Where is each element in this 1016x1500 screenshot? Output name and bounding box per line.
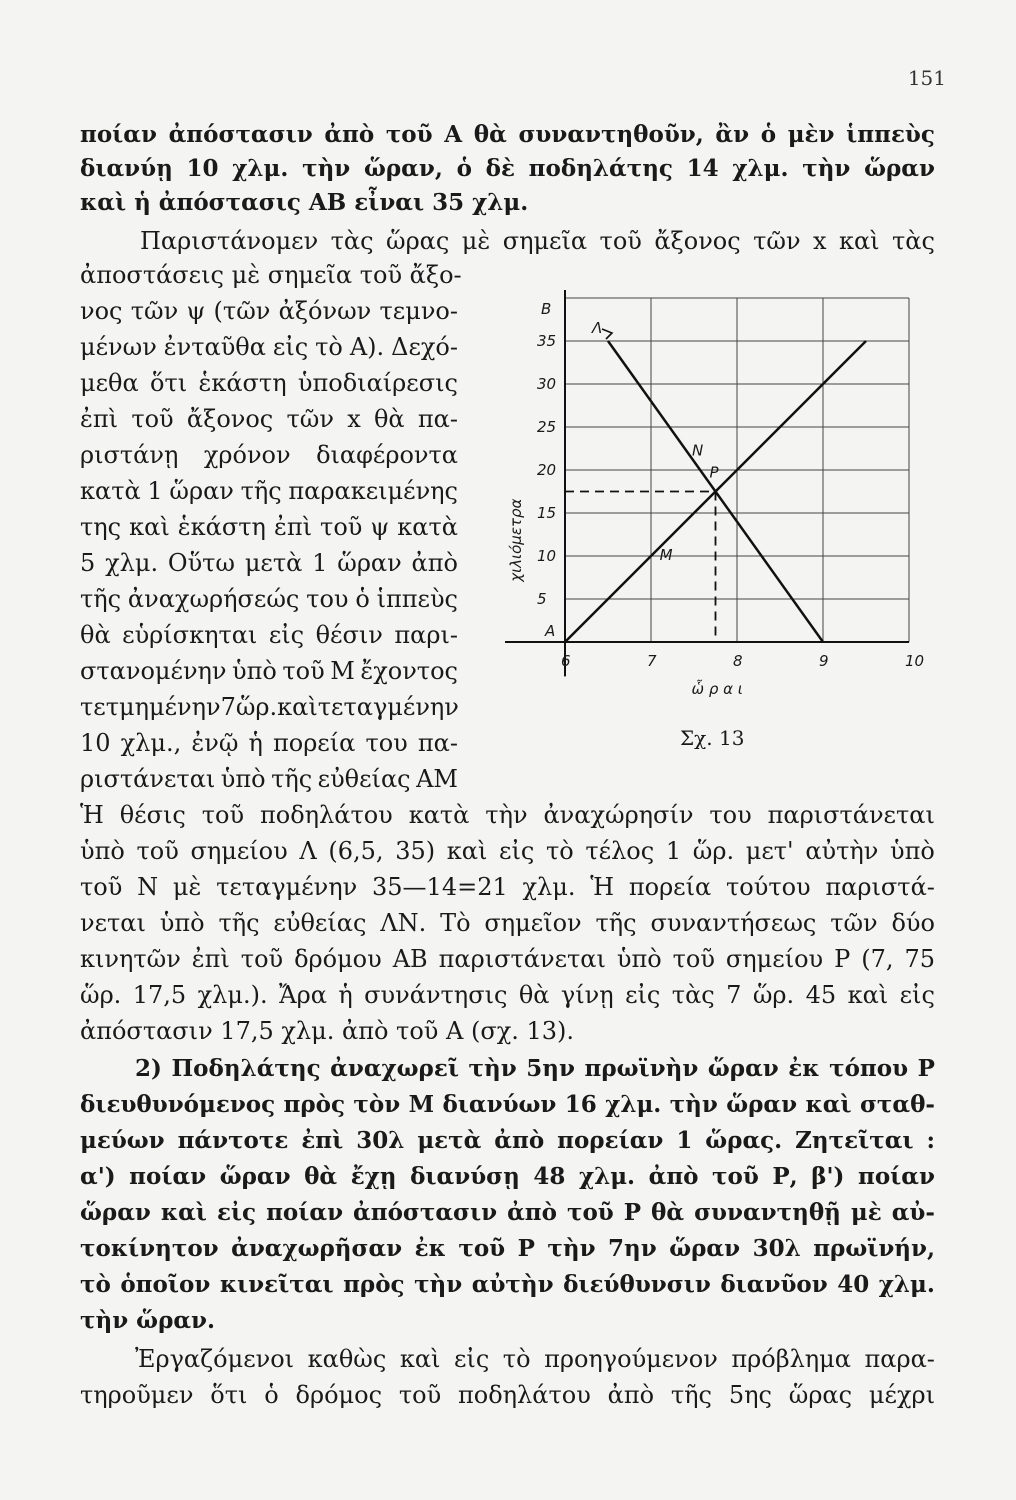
text-line: ἐπὶ τοῦ ἄξονος τῶν x θὰ πα-	[80, 405, 458, 433]
point-label-p: Ρ	[709, 463, 719, 482]
text-line: μένων ἐνταῦθα εἰς τὸ Α). Δεχό-	[80, 333, 458, 361]
text-line: ἀπόστασιν 17,5 χλμ. ἀπὸ τοῦ Α (σχ. 13).	[80, 1017, 575, 1045]
text-line: στανομένην ὑπὸ τοῦ Μ ἔχοντος	[80, 657, 458, 685]
text-line: α') ποίαν ὥραν θὰ ἔχῃ διανύσῃ 48 χλμ. ἀπὸ τοῦ Ρ, β') ποίαν	[80, 1163, 935, 1190]
text-line: ριστάνεται ὑπὸ τῆς εὐθείας ΑΜ	[80, 765, 458, 793]
text-line: νεται ὑπὸ τῆς εὐθείας ΛΝ. Τὸ σημεῖον τῆς συναντήσεως τῶν δύο	[80, 909, 935, 937]
point-label-m: Μ	[659, 546, 673, 564]
y-tick-label: 35	[537, 332, 557, 350]
text-line: Ἐργαζόμενοι καθὼς καὶ εἰς τὸ προηγούμενον πρόβλημα παρα-	[135, 1345, 935, 1373]
x-tick-label: 7	[647, 652, 657, 670]
text-line: 2) Ποδηλάτης ἀναχωρεῖ τὴν 5ην πρωϊνὴν ὥραν ἐκ τόπου Ρ	[135, 1055, 935, 1082]
text-line: καὶ ἡ ἀπόστασις ΑΒ εἶναι 35 χλμ.	[80, 189, 529, 216]
text-line: τὴν ὥραν.	[80, 1307, 216, 1334]
figure-13	[495, 290, 935, 760]
text-line: ἀποστάσεις μὲ σημεῖα τοῦ ἄξο-	[80, 261, 462, 289]
x-tick-label: 6	[561, 652, 571, 670]
x-tick-label: 8	[733, 652, 743, 670]
text-line: τῆς ἀναχωρήσεώς του ὁ ἱππεὺς	[80, 585, 458, 613]
text-line: 10 χλμ., ἐνῷ ἡ πορεία του πα-	[80, 729, 458, 757]
y-tick-label: 30	[537, 375, 557, 393]
text-line: μεύων πάντοτε ἐπὶ 30λ μετὰ ἀπὸ πορείαν 1 ὥρας. Ζητεῖται :	[80, 1127, 935, 1154]
text-line: τοῦ Ν μὲ τεταγμένην 35—14=21 χλμ. Ἡ πορεία τούτου παριστά-	[80, 873, 935, 901]
page-number: 151	[907, 66, 946, 90]
text-line: ποίαν ἀπόστασιν ἀπὸ τοῦ Α θὰ συναντηθοῦν, ἂν ὁ μὲν ἱππεὺς	[80, 121, 935, 148]
text-line: ὥρ. 17,5 χλμ.). Ἄρα ἡ συνάντησις θὰ γίνῃ εἰς τὰς 7 ὥρ. 45 καὶ εἰς	[80, 981, 935, 1009]
text-line: θὰ εὑρίσκηται εἰς θέσιν παρι-	[80, 621, 458, 649]
point-label-lambda: Λ	[592, 319, 603, 337]
figure-caption: Σχ. 13	[680, 726, 745, 750]
text-line: ριστάνῃ χρόνον διαφέροντα	[80, 441, 458, 469]
y-tick-label: 25	[537, 418, 557, 436]
y-axis-label: χιλιόμετρα	[507, 498, 525, 582]
point-label-a: Α	[545, 622, 556, 640]
point-label-b: Β	[541, 300, 552, 318]
x-tick-label: 9	[819, 652, 829, 670]
text-line: κινητῶν ἐπὶ τοῦ δρόμου ΑΒ παριστάνεται ὑπὸ τοῦ σημείου Ρ (7, 75	[80, 945, 935, 973]
y-tick-label: 5	[537, 590, 547, 608]
y-tick-label: 15	[537, 504, 557, 522]
text-line: μεθα ὅτι ἑκάστη ὑποδιαίρεσις	[80, 369, 458, 397]
point-label-n: Ν	[692, 441, 704, 460]
text-line: διανύῃ 10 χλμ. τὴν ὥραν, ὁ δὲ ποδηλάτης 14 χλμ. τὴν ὥραν	[80, 155, 935, 182]
graph-svg	[495, 290, 935, 760]
x-tick-label: 10	[905, 652, 925, 670]
text-line: Ἡ θέσις τοῦ ποδηλάτου κατὰ τὴν ἀναχώρησίν του παριστάνεται	[80, 801, 935, 829]
y-tick-label: 20	[537, 461, 557, 479]
y-tick-label: 10	[537, 547, 557, 565]
text-line: Παριστάνομεν τὰς ὥρας μὲ σημεῖα τοῦ ἄξονος τῶν x καὶ τὰς	[140, 227, 935, 255]
graph-lines	[565, 329, 866, 642]
text-line: τηροῦμεν ὅτι ὁ δρόμος τοῦ ποδηλάτου ἀπὸ τῆς 5ης ὥρας μέχρι	[80, 1381, 935, 1409]
text-line: της καὶ ἑκάστη ἐπὶ τοῦ ψ κατὰ	[80, 513, 458, 541]
text-line: ὥραν καὶ εἰς ποίαν ἀπόστασιν ἀπὸ τοῦ Ρ θὰ συναντηθῇ μὲ αὐ-	[80, 1199, 935, 1226]
arrow-mark	[602, 329, 612, 339]
x-axis-label: ὧ ρ α ι	[691, 680, 743, 698]
text-line: κατὰ 1 ὥραν τῆς παρακειμένης	[80, 477, 458, 505]
text-line: τοκίνητον ἀναχωρῆσαν ἐκ τοῦ Ρ τὴν 7ην ὥραν 30λ πρωϊνήν,	[80, 1235, 935, 1262]
axes	[505, 290, 909, 676]
text-line: διευθυνόμενος πρὸς τὸν Μ διανύων 16 χλμ. τὴν ὥραν καὶ σταθ-	[80, 1091, 935, 1118]
text-line: τετμημένην 7ὥρ. καὶ τεταγμένην	[80, 693, 459, 721]
text-line: ὑπὸ τοῦ σημείου Λ (6,5, 35) καὶ εἰς τὸ τέλος 1 ὥρ. μετ' αὐτὴν ὑπὸ	[80, 837, 935, 865]
text-line: νος τῶν ψ (τῶν ἀξόνων τεμνο-	[80, 297, 458, 325]
text-line: 5 χλμ. Οὕτω μετὰ 1 ὥραν ἀπὸ	[80, 549, 458, 577]
text-line: τὸ ὁποῖον κινεῖται πρὸς τὴν αὐτὴν διεύθυνσιν διανῦον 40 χλμ.	[80, 1271, 935, 1298]
